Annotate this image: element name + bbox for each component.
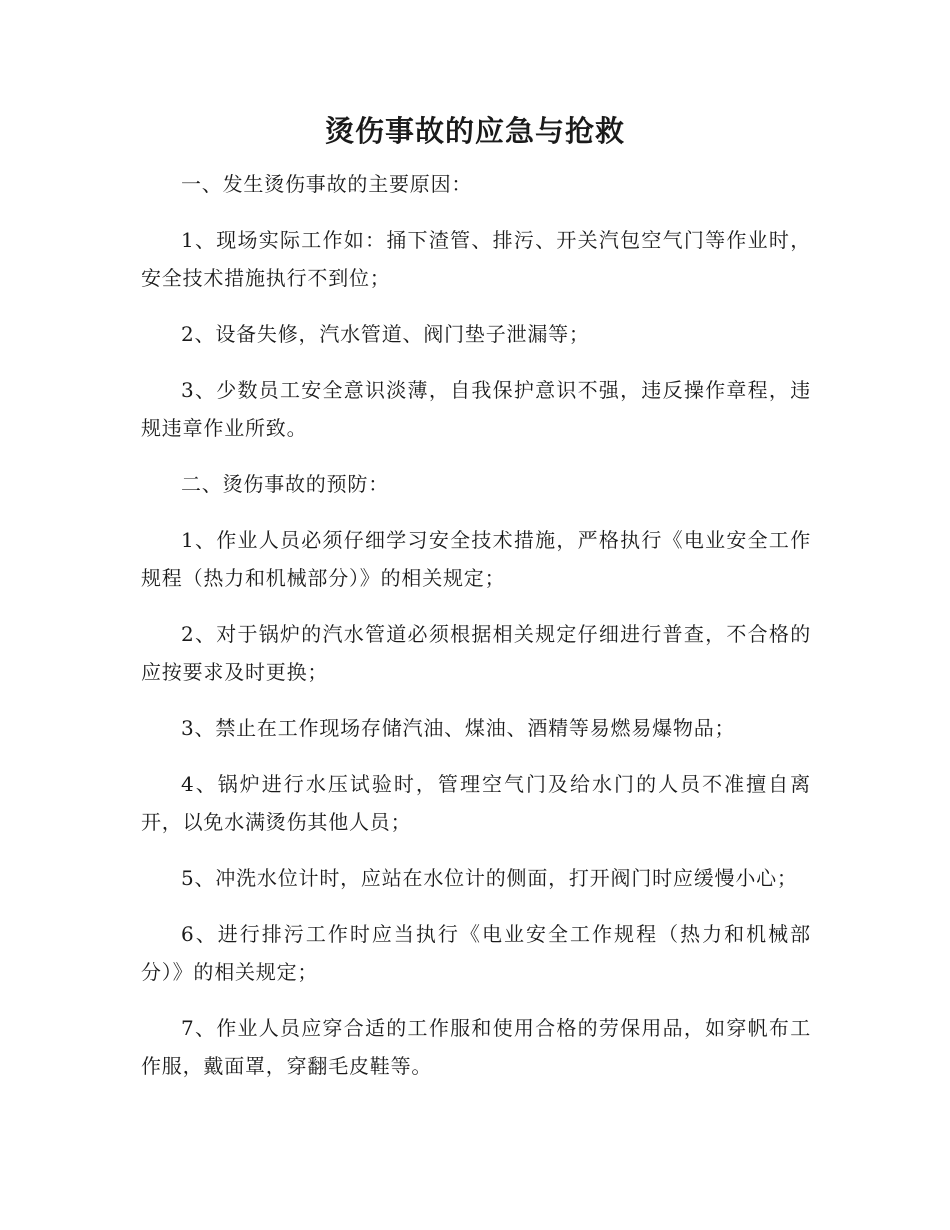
cause-item-1: 1、现场实际工作如：捅下渣管、排污、开关汽包空气门等作业时，安全技术措施执行不到位； — [141, 228, 811, 290]
prevention-item-2: 2、对于锅炉的汽水管道必须根据相关规定仔细进行普查，不合格的应按要求及时更换； — [141, 622, 811, 684]
prevention-item-3: 3、禁止在工作现场存储汽油、煤油、酒精等易燃易爆物品； — [181, 716, 736, 740]
section-heading-causes: 一、发生烫伤事故的主要原因： — [181, 172, 473, 196]
prevention-item-4: 4、锅炉进行水压试验时，管理空气门及给水门的人员不准擅自离开，以免水满烫伤其他人员； — [141, 772, 811, 834]
section-heading-prevention: 二、烫伤事故的预防： — [181, 472, 389, 496]
prevention-item-1: 1、作业人员必须仔细学习安全技术措施，严格执行《电业安全工作规程（热力和机械部分）》的相关规定； — [141, 528, 811, 590]
cause-item-2: 2、设备失修，汽水管道、阀门垫子泄漏等； — [181, 322, 590, 346]
prevention-item-6: 6、进行排污工作时应当执行《电业安全工作规程（热力和机械部分）》的相关规定； — [141, 922, 811, 984]
document-body — [141, 165, 811, 1103]
cause-item-3: 3、少数员工安全意识淡薄，自我保护意识不强，违反操作章程，违规违章作业所致。 — [141, 378, 811, 440]
prevention-item-5: 5、冲洗水位计时，应站在水位计的侧面，打开阀门时应缓慢小心； — [181, 866, 798, 890]
document-title: 烫伤事故的应急与抢救 — [324, 114, 625, 148]
prevention-item-7: 7、作业人员应穿合适的工作服和使用合格的劳保用品，如穿帆布工作服，戴面罩，穿翻毛皮鞋等。 — [141, 1016, 811, 1078]
